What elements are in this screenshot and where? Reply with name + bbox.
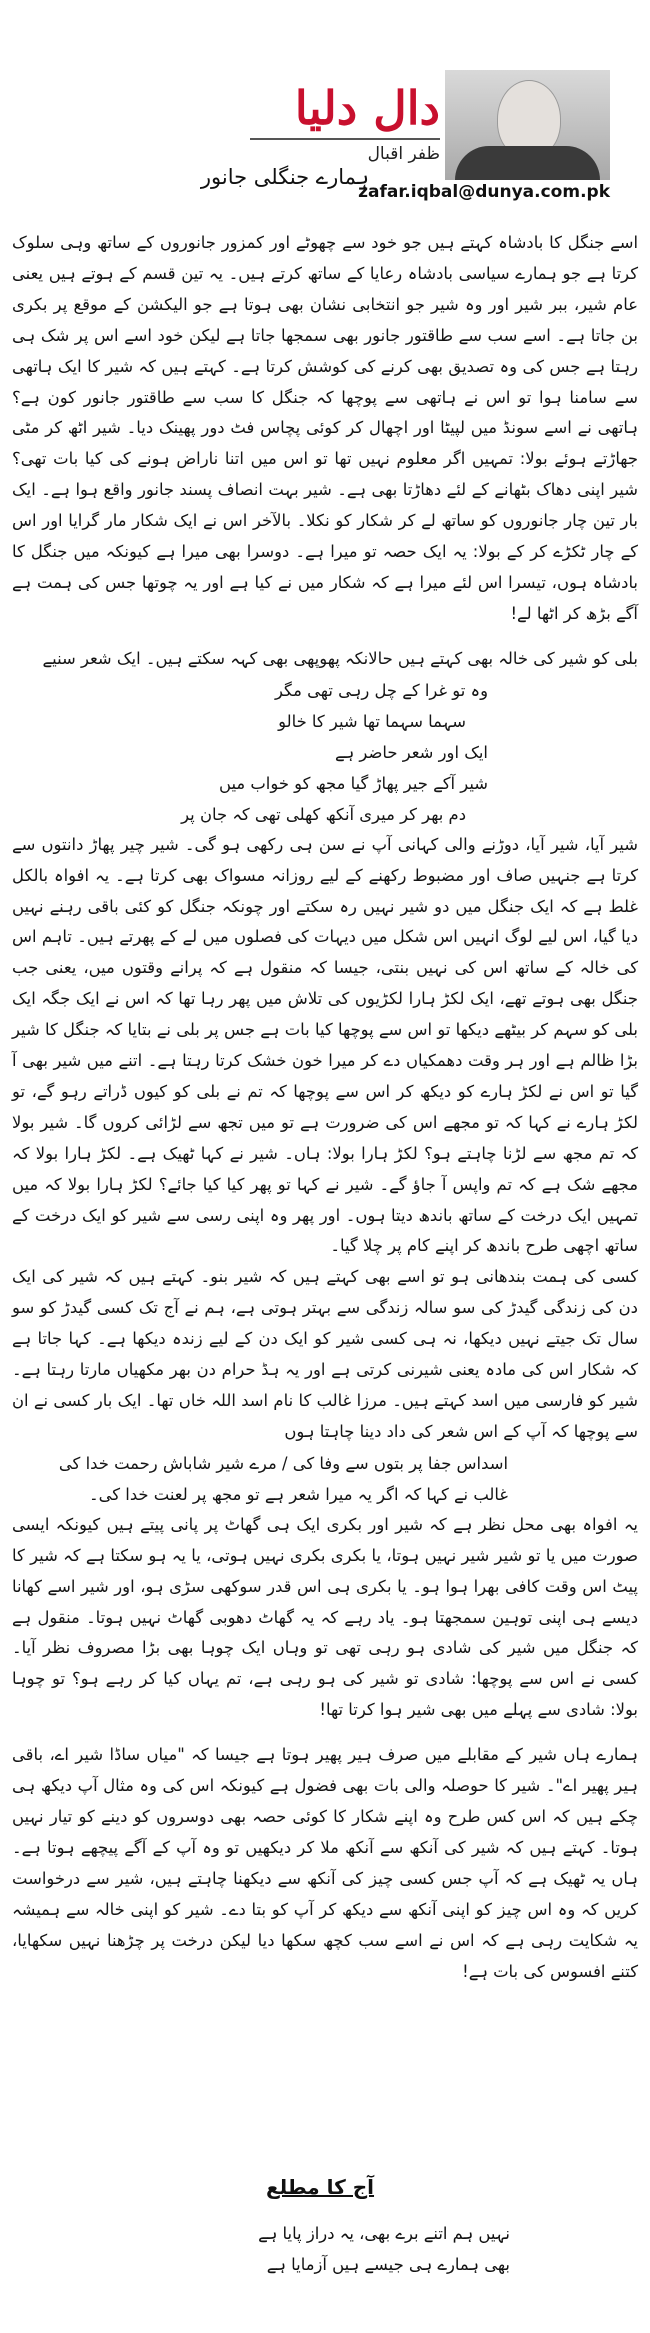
article-paragraph: بلی کو شیر کی خالہ بھی کہتے ہیں حالانکہ پھوپھی بھی کہہ سکتے ہیں۔ ایک شعر سنیے	[42, 648, 638, 668]
ghalib-verse	[8, 1448, 508, 1510]
verse-line: شیر آکے جیر پھاڑ گیا مجھ کو خواب میں	[218, 773, 488, 793]
article-paragraph: یہ افواہ بھی محل نظر ہے کہ شیر اور بکری ایک ہی گھاٹ پر پانی پیتے ہیں کیونکہ ایسی صورت میں یا تو شیر شیر نہیں ہوتا، یا بکری بکری نہیں ہوتی، یا یہ ہو سکتا ہے کہ شیر کا پیٹ اس وقت کافی بھرا ہوا ہو۔ یا بکری ہی اس قدر سوکھی سڑی ہو، اور شیر اسے کھانا دیسے ہی اپنی توہین سمجھتا ہو۔ یاد رہے کہ یہ گھاٹ دھوبی گھاٹ نہیں ہوتا۔ منقول ہے کہ جنگل میں شیر کی شادی ہو رہی تھی تو وہاں ایک چوہا بھی بڑا مصروف نظر آیا۔ کسی نے اس سے پوچھا: شادی تو شیر کی ہو رہی ہے، تم یہاں کیا کر رہے ہو؟ تو چوہا بولا: شادی سے پہلے میں بھی شیر ہوا کرتا تھا!	[12, 1514, 638, 1720]
portrait-shoulders	[455, 146, 600, 180]
verse-line: ایک اور شعر حاضر ہے	[335, 742, 488, 762]
brand-divider	[250, 138, 440, 140]
column-title: ہمارے جنگلی جانور	[200, 165, 370, 189]
author-photo	[445, 70, 610, 180]
article-paragraph: شیر آیا، شیر آیا، دوڑنے والی کہانی آپ نے سن ہی رکھی ہو گی۔ شیر چیر پھاڑ دانتوں سے کرتا ہے جنہیں صاف اور مضبوط رکھنے کے لیے روزانہ مسواک بھی کرتا ہے۔ یہ افواہ بالکل غلط ہے کہ ایک جنگل میں دو شیر نہیں رہ سکتے اور چونکہ جنگل کو کئی باقی رہنے نہیں دیا گیا، اس لیے لوگ انہیں اس شکل میں دیہات کی فصلوں میں لے کے پھرتے ہیں۔ تاہم اس کی خالہ کے ساتھ اس کی نہیں بنتی، جیسا کہ منقول ہے کہ پرانے وقتوں میں، یعنی جب جنگل بھی ہوتے تھے، ایک لکڑ ہارا لکڑیوں کی تلاش میں پھر رہا تھا کہ اس نے ایک جگہ ایک بلی کو سہم کر بیٹھے دیکھا تو اس سے پوچھا کیا بات ہے جس پر بلی نے بتایا کہ جنگل کا شیر بڑا ظالم ہے اور ہر وقت دھمکیاں دے کر میرا خون خشک کرتا رہتا ہے۔ اتنے میں شیر بھی آ گیا تو اس نے لکڑ ہارے کو دیکھ کر اس سے پوچھا کہ تم نے بلی کو کیوں ڈراتے رہو گے، تو لکڑ ہارے نے کہا کہ تو مجھے اس کی ضرورت ہے تو میں تجھ سے لڑائی کروں گا۔ شیر بولا کہ تم مجھ سے لڑنا چاہتے ہو؟ لکڑ ہارا بولا: ہاں۔ شیر نے کہا ٹھیک ہے۔ لکڑ ہارا بولا کہ مجھے شک ہے کہ تم واپس آ جاؤ گے۔ شیر نے کہا تو پھر کیا کیا جائے؟ لکڑ ہارا بولا کہ میں تمہیں ایک درخت کے ساتھ باندھ دیتا ہوں۔ اور پھر وہ اپنی رسی سے شیر کو ایک درخت کے ساتھ اچھی طرح باندھ کر اپنے کام پر چلا گیا۔	[12, 834, 638, 1256]
article-paragraph: کسی کی ہمت بندھانی ہو تو اسے بھی کہتے ہیں کہ شیر بنو۔ کہتے ہیں کہ شیر کی ایک دن کی زندگی گیدڑ کی سو سالہ زندگی سے بہتر ہوتی ہے، ہم نے آج تک کسی گیدڑ کو سو سال تک جیتے نہیں دیکھا، نہ ہی کسی شیر کو ایک دن کے لیے زندہ دیکھا ہے۔ کہا جاتا ہے کہ شکار اس کی مادہ یعنی شیرنی کرتی ہے اور یہ ہڈ حرام دن بھر مکھیاں مارتا رہتا ہے۔ شیر کو فارسی میں اسد کہتے ہیں۔ مرزا غالب کا نام اسد اللہ خاں تھا۔ ایک بار کسی نے ان سے پوچھا کہ آپ کے اس شعر کی داد دینا چاہتا ہوں	[12, 1267, 638, 1441]
verse-block	[128, 675, 488, 830]
verse-line: اسداس جفا پر بتوں سے وفا کی / مرے شیر شاباش رحمت خدا کی	[58, 1453, 508, 1473]
verse-line: سہما سہما تھا شیر کا خالو	[278, 711, 466, 731]
article-body	[12, 228, 638, 1987]
paragraph-gap	[12, 1726, 638, 1740]
column-header	[230, 70, 610, 210]
brand-logo: دال دلیا	[294, 81, 440, 135]
verse-line: غالب نے کہا کہ اگر یہ میرا شعر ہے تو مجھ پر لعنت خدا کی۔	[88, 1484, 508, 1504]
todays-couplet	[250, 2218, 510, 2280]
verse-line: دم بھر کر میری آنکھ کھلی تھی کہ جان پر	[181, 804, 466, 824]
author-email[interactable]: zafar.iqbal@dunya.com.pk	[358, 182, 610, 202]
article-paragraph: ہمارے ہاں شیر کے مقابلے میں صرف ہیر پھیر ہوتا ہے جیسا کہ "میاں ساڈا شیر اے، باقی ہیر پھیر اے"۔ شیر کا حوصلہ والی بات بھی فضول ہے کیونکہ اس کی وہ مثال آپ دیکھ ہی چکے ہیں کہ اس کس طرح وہ اپنے شکار کا کوئی حصہ بھی دوسروں کو دینے کو تیار نہیں ہوتا۔ کہتے ہیں کہ شیر کی آنکھ سے آنکھ ملا کر دیکھیں تو وہ آپ کے آگے پیچھے ہوتا ہے۔ ہاں یہ ٹھیک ہے کہ آپ جس کسی چیز کی آنکھ سے دیکھنا چاہتے ہیں، شیر سے درخواست کریں کہ وہ اس چیز کو اپنی آنکھ سے دیکھ کر آپ کو بتا دے۔ شیر کو اپنی خالہ سے ہمیشہ یہ شکایت رہی ہے کہ اس نے اسے سب کچھ سکھا دیا لیکن درخت پر چڑھنا نہیں سکھایا، کتنے افسوس کی بات ہے!	[12, 1745, 638, 1981]
column-brand	[240, 82, 440, 164]
verse-line: بھی ہمارے ہی جیسے ہیں آزمایا ہے	[266, 2255, 510, 2274]
article-paragraph: اسے جنگل کا بادشاہ کہتے ہیں جو خود سے چھوٹے اور کمزور جانوروں کے ساتھ وہی سلوک کرتا ہے جو ہمارے سیاسی بادشاہ رعایا کے ساتھ کرتے ہیں۔ یہ تین قسم کے ہوتے ہیں یعنی عام شیر، ببر شیر اور وہ شیر جو انتخابی نشان بھی ہوتا ہے جو الیکشن کے موقع پر بکری بن جاتا ہے۔ اسے سب سے طاقتور جانور بھی سمجھا جاتا ہے لیکن خود اسے اس پر شک ہی رہتا ہے جس کی وہ تصدیق بھی کرنے کی کوشش کرتا ہے۔ کہتے ہیں کہ شیر کا ایک ہاتھی سے سامنا ہوا تو اس نے ہاتھی سے پوچھا کہ جنگل کا سب سے طاقتور جانور کون ہے؟ ہاتھی نے اسے سونڈ میں لپیٹا اور اچھال کر کوئی پچاس فٹ دور پھینک دیا۔ شیر اٹھ کر مٹی جھاڑتے ہوئے بولا: تمہیں اگر معلوم نہیں تھا تو اس میں اتنا ناراض ہونے کی کیا بات تھی؟ شیر اپنی دھاک بٹھانے کے لئے دھاڑتا بھی ہے۔ شیر بہت انصاف پسند جانور واقع ہوا ہے۔ ایک بار تین چار جانوروں کو ساتھ لے کر شکار کو نکلا۔ بالآخر اس نے ایک شکار مار گرایا اور اس کے چار ٹکڑے کر کے بولا: یہ ایک حصہ تو میرا ہے۔ دوسرا بھی میرا ہے کیونکہ میں جنگل کا بادشاہ ہوں، تیسرا اس لئے میرا ہے کہ شکار میں نے کیا ہے اور یہ چوتھا جس کی ہمت ہے آگے بڑھ کر اٹھا لے!	[12, 233, 638, 623]
todays-couplet-heading: آج کا مطلع	[265, 2175, 375, 2199]
author-name: ظفر اقبال	[367, 144, 440, 164]
verse-line: نہیں ہم اتنے برے بھی، یہ دراز پایا ہے	[258, 2224, 510, 2243]
verse-line: وہ تو غرا کے چل رہی تھی مگر	[275, 680, 488, 700]
paragraph-gap	[12, 630, 638, 644]
